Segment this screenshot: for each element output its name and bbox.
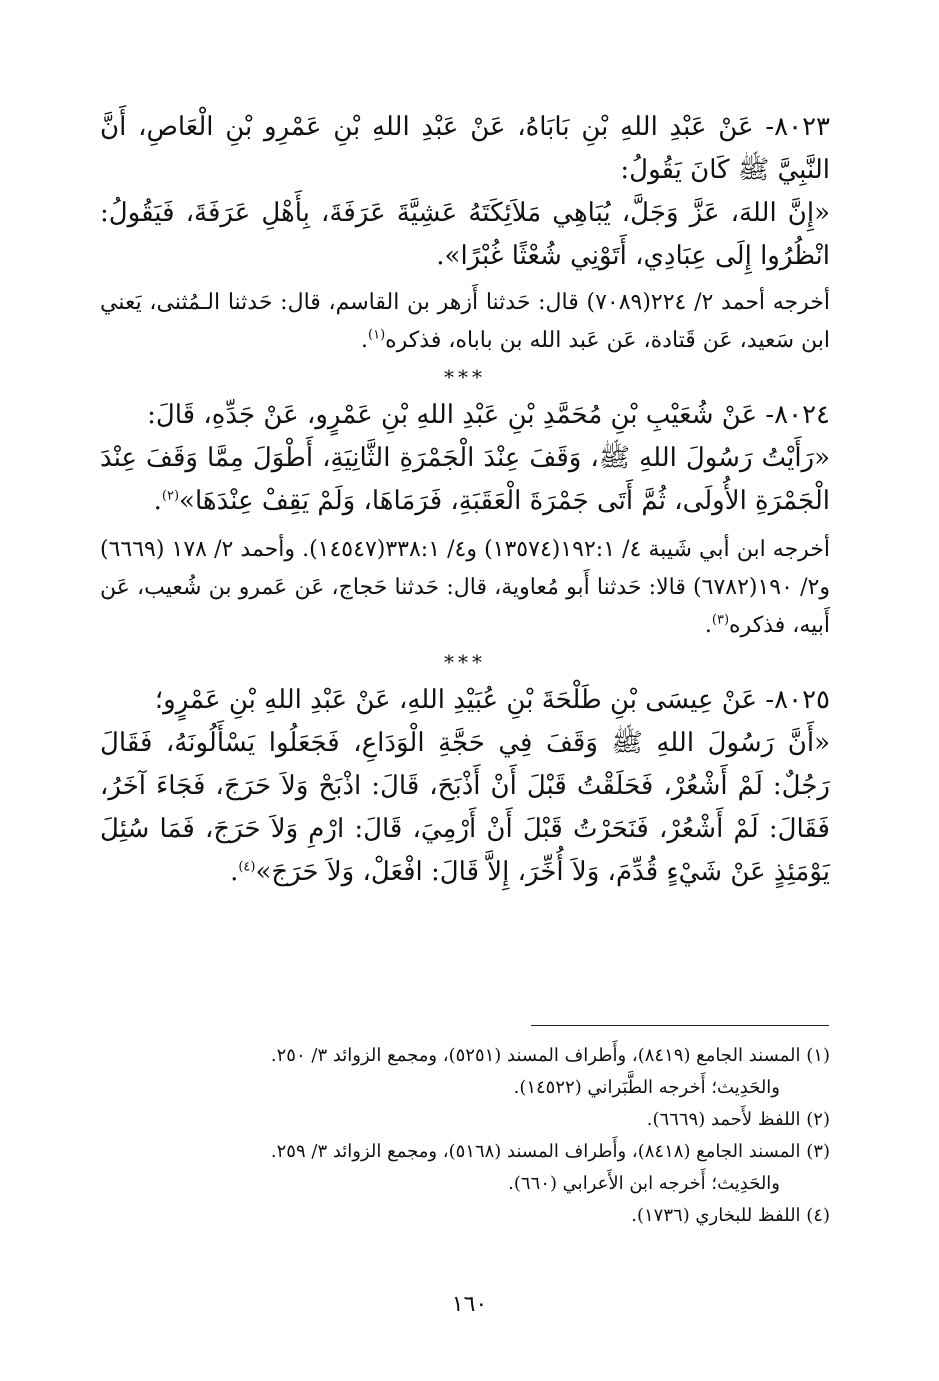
footnote-ref-3[interactable]: (٣) bbox=[711, 612, 730, 628]
hadith-8024-matn: «رَأَيْتُ رَسُولَ اللهِ ﷺ، وَقَفَ عِنْدَ الْجَمْرَةِ الثَّانِيَةِ، أَطْوَلَ مِمَّا وَقَفَ عِنْدَ الْجَمْرَةِ الأُولَى، ثُمَّ أَتَى جَمْرَةَ الْعَقَبَةِ، فَرَمَاهَا، وَلَمْ يَقِفْ عِنْدَهَا»$^{(٢)}$. bbox=[100, 443, 831, 516]
matn-text: «أَنَّ رَسُولَ اللهِ ﷺ وَقَفَ فِي حَجَّةِ الْوَدَاعِ، فَجَعَلُوا يَسْأَلُونَهُ، فَقَالَ رَجُلٌ: لَمْ أَشْعُرْ، فَحَلَقْتُ قَبْلَ أَنْ أَذْبَحَ، قَالَ: اذْبَحْ وَلاَ حَرَجَ، فَجَاءَ آخَرُ، فَقَالَ: لَمْ أَشْعُرْ، فَنَحَرْتُ قَبْلَ أَنْ أَرْمِيَ، قَالَ: ارْمِ وَلاَ حَرَجَ، فَمَا سُئِلَ يَوْمَئِذٍ عَنْ شَيْءٍ قُدِّمَ، وَلاَ أُخِّرَ، إِلاَّ قَالَ: افْعَلْ، وَلاَ حَرَجَ» bbox=[100, 728, 830, 887]
hadith-8023-isnad: ٨٠٢٣- عَنْ عَبْدِ اللهِ بْنِ بَابَاهُ، عَنْ عَبْدِ اللهِ بْنِ عَمْرِو بْنِ الْعَاصِ، أَنَّ النَّبِيَّ ﷺ كَانَ يَقُولُ: bbox=[100, 112, 830, 185]
page-body bbox=[100, 100, 830, 894]
hadith-8024-isnad: ٨٠٢٤- عَنْ شُعَيْبِ بْنِ مُحَمَّدِ بْنِ عَبْدِ اللهِ بْنِ عَمْرٍو، عَنْ جَدِّهِ، قَالَ: bbox=[147, 400, 830, 430]
footnote-item: والحَدِيث؛ أَخرجه ابن الأَعرابي (٦٦٠). bbox=[508, 1173, 780, 1194]
section-separator: *** bbox=[444, 650, 486, 674]
hadith-8025-isnad: ٨٠٢٥- عَنْ عِيسَى بْنِ طَلْحَةَ بْنِ عُبَيْدِ اللهِ، عَنْ عَبْدِ اللهِ بْنِ عَمْرٍو؛ bbox=[154, 685, 830, 715]
footnote-divider bbox=[531, 1025, 829, 1026]
hadith-8023-takhrij: أخرجه أحمد ٢/ ٢٢٤(٧٠٨٩) قال: حَدثنا أَزهر بن القاسم، قال: حَدثنا الـمُثنى، يَعني ابن سَعيد، عَن قَتادة، عَن عَبد الله بن باباه، فذكره$^{(١)}$. bbox=[100, 290, 830, 353]
takhrij-text: أخرجه أحمد ٢/ ٢٢٤(٧٠٨٩) قال: حَدثنا أَزهر بن القاسم، قال: حَدثنا الـمُثنى، يَعني ابن سَعيد، عَن قَتادة، عَن عَبد الله بن باباه، فذكره bbox=[100, 290, 830, 353]
footnote-ref-2[interactable]: (٢) bbox=[161, 488, 180, 504]
footnote-item: (٤) اللفظ للبخاري (١٧٣٦). bbox=[631, 1205, 830, 1226]
matn-text: «رَأَيْتُ رَسُولَ اللهِ ﷺ، وَقَفَ عِنْدَ الْجَمْرَةِ الثَّانِيَةِ، أَطْوَلَ مِمَّا وَقَفَ عِنْدَ الْجَمْرَةِ الأُولَى، ثُمَّ أَتَى جَمْرَةَ الْعَقَبَةِ، فَرَمَاهَا، وَلَمْ يَقِفْ عِنْدَهَا» bbox=[100, 443, 831, 516]
footnote-item: (١) المسند الجامع (٨٤١٩)، وأَطراف المسند (٥٢٥١)، ومجمع الزوائد ٣/ ٢٥٠. bbox=[270, 1045, 830, 1066]
footnote-ref-1[interactable]: (١) bbox=[368, 327, 386, 343]
footnote-item: والحَدِيث؛ أَخرجه الطَّبَراني (١٤٥٢٢). bbox=[513, 1077, 780, 1098]
footnote-ref-4[interactable]: (٤) bbox=[238, 859, 256, 875]
footnote-item: (٣) المسند الجامع (٨٤١٨)، وأَطراف المسند (٥١٦٨)، ومجمع الزوائد ٣/ ٢٥٩. bbox=[270, 1141, 830, 1162]
section-separator: *** bbox=[444, 365, 486, 389]
hadith-8023-matn: «إِنَّ اللهَ، عَزَّ وَجَلَّ، يُبَاهِي مَلاَئِكَتَهُ عَشِيَّةَ عَرَفَةَ، بِأَهْلِ عَرَفَةَ، فَيَقُولُ: انْظُرُوا إِلَى عِبَادِي، أَتَوْنِي شُعْثًا غُبْرًا». bbox=[100, 198, 830, 271]
page-number: ١٦٠ bbox=[451, 1292, 488, 1317]
hadith-8025-matn: «أَنَّ رَسُولَ اللهِ ﷺ وَقَفَ فِي حَجَّةِ الْوَدَاعِ، فَجَعَلُوا يَسْأَلُونَهُ، فَقَالَ رَجُلٌ: لَمْ أَشْعُرْ، فَحَلَقْتُ قَبْلَ أَنْ أَذْبَحَ، قَالَ: اذْبَحْ وَلاَ حَرَجَ، فَجَاءَ آخَرُ، فَقَالَ: لَمْ أَشْعُرْ، فَنَحَرْتُ قَبْلَ أَنْ أَرْمِيَ، قَالَ: ارْمِ وَلاَ حَرَجَ، فَمَا سُئِلَ يَوْمَئِذٍ عَنْ شَيْءٍ قُدِّمَ، وَلاَ أُخِّرَ، إِلاَّ قَالَ: افْعَلْ، وَلاَ حَرَجَ»$^{(٤)}$. bbox=[100, 728, 830, 887]
footnote-item: (٢) اللفظ لأَحمد (٦٦٦٩). bbox=[646, 1109, 830, 1130]
takhrij-text: أخرجه ابن أبي شَيبة ٤/ ١٩٢:١(١٣٥٧٤) و٤/ ٣٣٨:١(١٤٥٤٧). وأحمد ٢/ ١٧٨ (٦٦٦٩) و٢/ ١٩٠(٦٧٨٢) قالا: حَدثنا أَبو مُعاوية، قال: حَدثنا حَجاج، عَن عَمرو بن شُعيب، عَن أَبيه، فذكره bbox=[100, 537, 831, 638]
hadith-8024-takhrij: أخرجه ابن أبي شَيبة ٤/ ١٩٢:١(١٣٥٧٤) و٤/ ٣٣٨:١(١٤٥٤٧). وأحمد ٢/ ١٧٨ (٦٦٦٩) و٢/ ١٩٠(٦٧٨٢) قالا: حَدثنا أَبو مُعاوية، قال: حَدثنا حَجاج، عَن عَمرو بن شُعيب، عَن أَبيه، فذكره$^{(٣)}$. bbox=[100, 537, 831, 638]
footnotes bbox=[100, 1040, 830, 1232]
